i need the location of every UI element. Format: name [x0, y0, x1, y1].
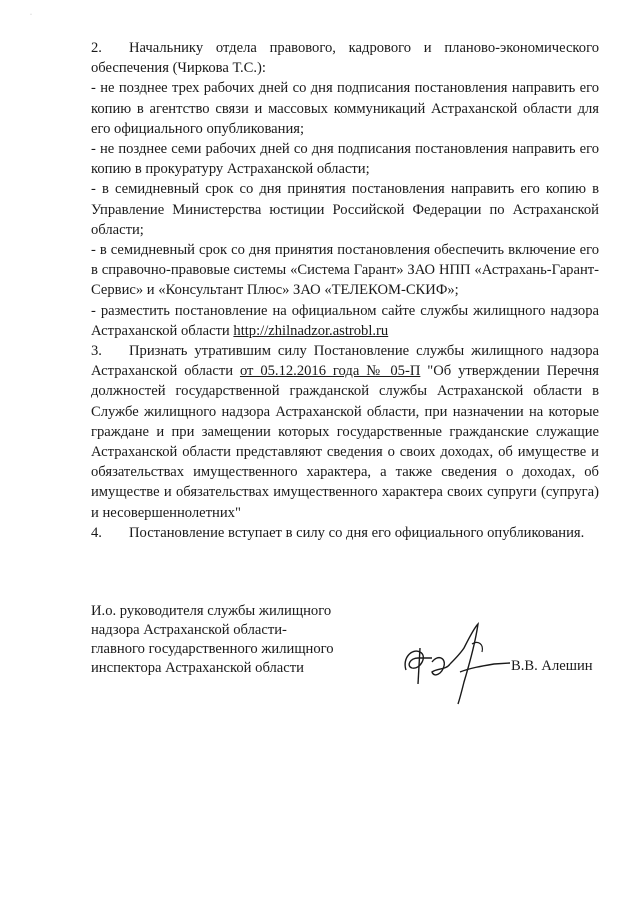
item-4-number: 4. — [91, 524, 102, 541]
item-3-number: 3. — [91, 343, 102, 360]
site-link[interactable]: http://zhilnadzor.astrobl.ru — [233, 322, 389, 339]
bullet-4: - в семидневный срок со дня принятия постановления обеспечить включение его в справочно-правовые системы «Система Гарант» ЗАО НПП «Астрахань-Гарант-Сервис» и «Консультант Плюс» ЗАО «ТЕЛЕКОМ-СКИФ»; — [91, 242, 599, 299]
bullet-1: - не позднее трех рабочих дней со дня подписания постановления направить его копию в агентство связи и массовых коммуникаций Астраханской области для его официального опубликования; — [91, 80, 599, 137]
item-3 — [91, 341, 599, 523]
bullet-3: - в семидневный срок со дня принятия постановления направить его копию в Управление Министерства юстиции Российской Федерации по Астраханской области; — [91, 181, 599, 238]
item-4 — [91, 523, 599, 543]
signatory-name: В.В. Алешин — [511, 658, 593, 674]
bullet-5 — [91, 301, 599, 341]
item-3-text-after: "Об утверждении Перечня должностей государственной гражданской службы Астраханской области в Службе жилищного надзора Астраханской области, при назначении на которые граждане и при замещении которых государственные гражданские служащие Астраханской области представляют сведения о своих доходах, об имуществе и обязательствах имущественного характера, а также сведения о доходах, об имуществе и обязательствах имущественного характера своих супруги (супруга) и несовершеннолетних" — [91, 363, 599, 521]
bullet-5-text: - разместить постановление на официальном сайте службы жилищного надзора Астраханской области — [91, 302, 599, 339]
signatory-line-1: И.о. руководителя службы жилищного — [91, 603, 332, 619]
item-2-heading — [91, 38, 599, 78]
document-body — [91, 38, 599, 543]
handwritten-signature — [398, 618, 510, 708]
item-3-date-ref: от 05.12.2016 года № 05-П — [239, 363, 421, 380]
item-2-head-text: Начальнику отдела правового, кадрового и планово-экономического обеспечения (Чиркова Т.С.): — [91, 40, 599, 77]
item-3-text-before: Признать утратившим силу Постановление службы жилищного надзора Астраханской области — [91, 343, 599, 380]
signatory-title — [91, 602, 391, 678]
signatory-line-4: инспектора Астраханской области — [91, 660, 304, 676]
signatory-line-2: надзора Астраханской области- — [91, 622, 287, 638]
item-4-text: Постановление вступает в силу со дня его официального опубликования. — [129, 524, 585, 541]
bullet-2: - не позднее семи рабочих дней со дня подписания постановления направить его копию в прокуратуру Астраханской области; — [91, 141, 599, 178]
signatory-line-3: главного государственного жилищного — [91, 641, 334, 657]
corner-mark: · — [30, 12, 32, 18]
item-2-number: 2. — [91, 40, 102, 56]
